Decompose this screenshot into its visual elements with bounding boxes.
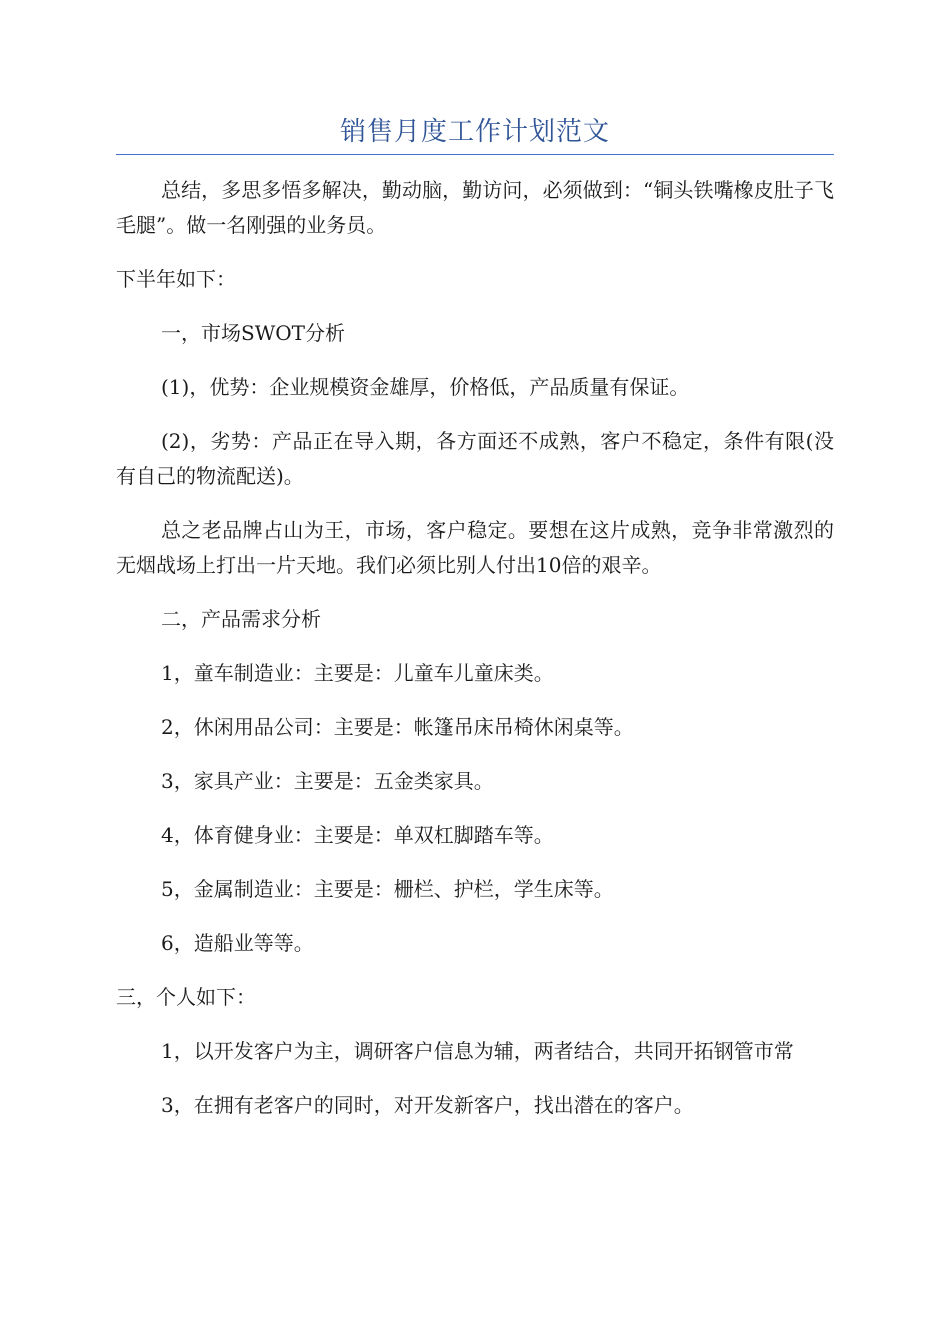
paragraph: 下半年如下： (116, 267, 236, 291)
section-heading: 三，个人如下： (116, 985, 256, 1009)
list-item: 3，家具产业：主要是：五金类家具。 (161, 769, 494, 793)
section-heading: 一，市场SWOT分析 (161, 321, 345, 345)
list-item: 6，造船业等等。 (161, 931, 314, 955)
paragraph: 总之老品牌占山为王，市场，客户稳定。要想在这片成熟，竞争非常激烈的无烟战场上打出一片天地。我们必须比别人付出10倍的艰辛。 (116, 518, 834, 577)
document-body (116, 173, 834, 1142)
paragraph: 总结，多思多悟多解决，勤动脑，勤访问，必须做到：“铜头铁嘴橡皮肚子飞毛腿”。做一名刚强的业务员。 (116, 178, 834, 237)
document-title: 销售月度工作计划范文 (339, 117, 610, 147)
list-item: 3，在拥有老客户的同时，对开发新客户，找出潜在的客户。 (161, 1093, 694, 1117)
paragraph: (1)，优势：企业规模资金雄厚，价格低，产品质量有保证。 (161, 375, 690, 399)
title-underline (116, 154, 834, 155)
list-item: 4，体育健身业：主要是：单双杠脚踏车等。 (161, 823, 554, 847)
list-item: 1，童车制造业：主要是：儿童车儿童床类。 (161, 661, 554, 685)
list-item: 1，以开发客户为主，调研客户信息为辅，两者结合，共同开拓钢管市常 (161, 1039, 794, 1063)
list-item: 2，休闲用品公司：主要是：帐篷吊床吊椅休闲桌等。 (161, 715, 634, 739)
section-heading: 二，产品需求分析 (161, 607, 321, 631)
list-item: 5，金属制造业：主要是：栅栏、护栏，学生床等。 (161, 877, 614, 901)
paragraph: (2)，劣势：产品正在导入期，各方面还不成熟，客户不稳定，条件有限(没有自己的物流配送)。 (116, 429, 834, 488)
